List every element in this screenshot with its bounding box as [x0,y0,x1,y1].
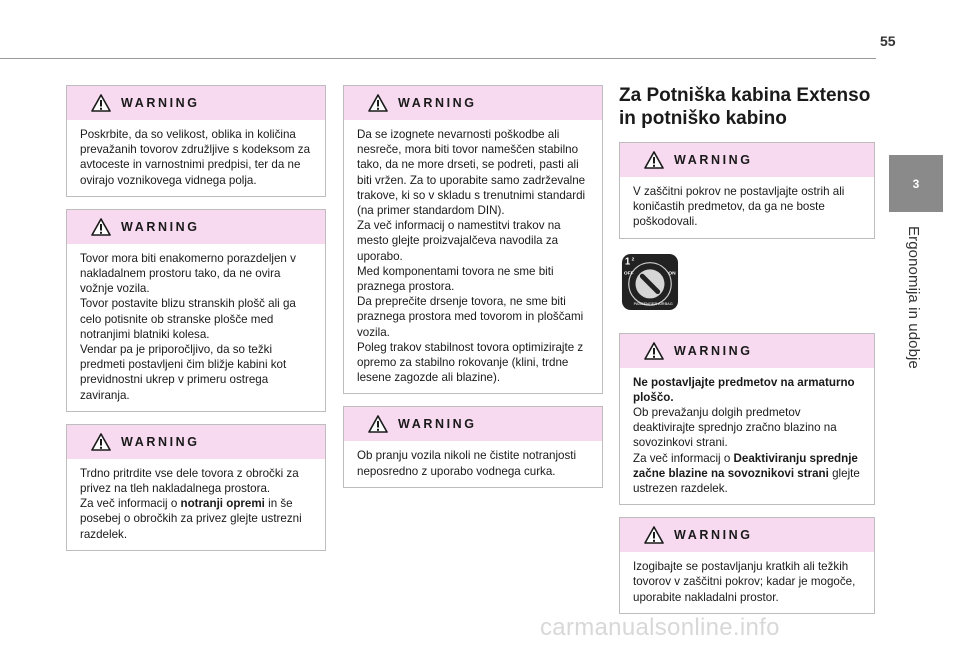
warning-header [67,86,325,120]
column-1 [66,85,326,563]
paragraph: Za več informacij o notranji opremi in še posebej o obročkih za privez glejte ustrezni razdelek. [80,497,302,541]
paragraph: Da preprečite drsenje tovora, ne sme biti praznega prostora med tovorom in ploščami vozila. [357,295,584,339]
paragraph: V zaščitni pokrov ne postavljajte ostrih ali koničastih predmetov, da ga ne boste poškodovali. [633,185,845,229]
warning-header [620,518,874,552]
warning-header [620,334,874,368]
warning-header [344,86,602,120]
page-number: 55 [880,33,896,49]
warning-box-2 [66,209,326,412]
warning-text [344,441,602,486]
warning-label: WARNING [121,219,200,234]
watermark: carmanualsonline.info [540,614,780,641]
warning-label: WARNING [674,343,753,358]
paragraph: Poskrbite, da so velikost, oblika in količina prevažanih tovorov združljive s kodeksom za avtoceste in varnostnimi predpisi, ter da ne ovirajo voznikovega vidnega polja. [80,128,311,187]
warning-triangle-icon [91,218,111,236]
paragraph: Da se izognete nevarnosti poškodbe ali nesreče, mora biti tovor nameščen stabilno tako, da ne more drseti, se podreti, pasti ali biti vržen. Za to uporabite samo zadrževalne trakove, ki so v skladu s trenutnimi standardi (na primer standardom DIN). [357,128,586,218]
warning-text [620,368,874,505]
column-2 [343,85,603,500]
warning-box-5 [343,406,603,487]
paragraph: Izogibajte se postavljanju kratkih ali težkih tovorov v zaščitni pokrov; kadar je mogoče, uporabite nakladalni prostor. [633,560,856,604]
paragraph: Vendar pa je priporočljivo, da so težki predmeti postavljeni čim bližje kabini kot previdnostni ukrep v primeru ostrega zaviranja. [80,343,287,402]
chapter-title: Ergonomija in udobje [905,226,922,369]
warning-triangle-icon [644,151,664,169]
paragraph: Poleg trakov stabilnost tovora optimizirajte z opremo za stabilno rokovanje (klini, trdne lesene zagozde ali blazine). [357,340,584,385]
warning-box-7 [619,333,875,506]
warning-label: WARNING [674,153,753,167]
paragraph: Tovor mora biti enakomerno porazdeljen v nakladalnem prostoru tako, da ne ovira vožnje vozila. [80,251,296,296]
warning-text [67,459,325,550]
warning-label: WARNING [398,417,477,432]
warning-box-1 [66,85,326,197]
paragraph: Tovor postavite blizu stranskih plošč ali ga celo potisnite ob stranske plošče med notranjimi blatniki kolesa. [80,297,296,341]
warning-triangle-icon [368,415,388,433]
paragraph: Za več informacij o Deaktiviranju sprednje začne blazine na sovoznikovi strani glejte ustrezen razdelek. [633,451,860,496]
header-rule [0,58,876,59]
warning-box-4 [343,85,603,394]
svg-text:2: 2 [631,257,635,263]
warning-label: WARNING [674,528,753,543]
warning-triangle-icon [644,526,664,544]
svg-text:OFF: OFF [623,270,634,276]
warning-triangle-icon [91,433,111,451]
warning-header [344,407,602,441]
warning-header [67,425,325,459]
paragraph: Ne postavljajte predmetov na armaturno ploščo. [633,375,855,404]
warning-text [67,244,325,411]
warning-header [67,210,325,244]
warning-text [67,120,325,196]
warning-label: WARNING [121,434,200,449]
svg-text:ON: ON [668,270,676,276]
svg-text:PASSENGER AIRBAG: PASSENGER AIRBAG [633,301,673,306]
warning-header [620,143,874,177]
passenger-airbag-off-icon [621,253,679,311]
link-interior-equipment[interactable]: notranji opremi [180,497,265,511]
warning-triangle-icon [644,342,664,360]
link-airbag-deactivation[interactable]: Deaktiviranju sprednje začne blazine na sovoznikovi strani [633,451,858,480]
paragraph: Ob pranju vozila nikoli ne čistite notranjosti neposredno z uporabo vodnega curka. [357,449,577,478]
paragraph: Za več informacij o namestitvi trakov na mesto glejte proizvajalčeva navodila za uporabo. [357,219,561,263]
section-heading: Za Potniška kabina Extenso in potniško kabino [619,85,871,129]
warning-label: WARNING [121,96,200,110]
svg-text:1: 1 [624,256,631,268]
warning-box-6 [619,142,875,239]
warning-text [620,552,874,613]
paragraph: Med komponentami tovora ne sme biti praznega prostora. [357,264,554,294]
warning-box-3 [66,424,326,551]
warning-box-8 [619,517,875,614]
column-3 [619,84,875,626]
warning-triangle-icon [368,94,388,112]
warning-text [344,120,602,393]
paragraph: Ob prevažanju dolgih predmetov deaktivirajte sprednjo zračno blazino na sovozinkovi strani. [633,406,837,450]
paragraph: Trdno pritrdite vse dele tovora z obročki za privez na tleh nakladalnega prostora. [80,466,299,496]
chapter-tab[interactable]: 3 [889,155,943,212]
warning-label: WARNING [398,96,477,110]
warning-text [620,177,874,238]
warning-triangle-icon [91,94,111,112]
